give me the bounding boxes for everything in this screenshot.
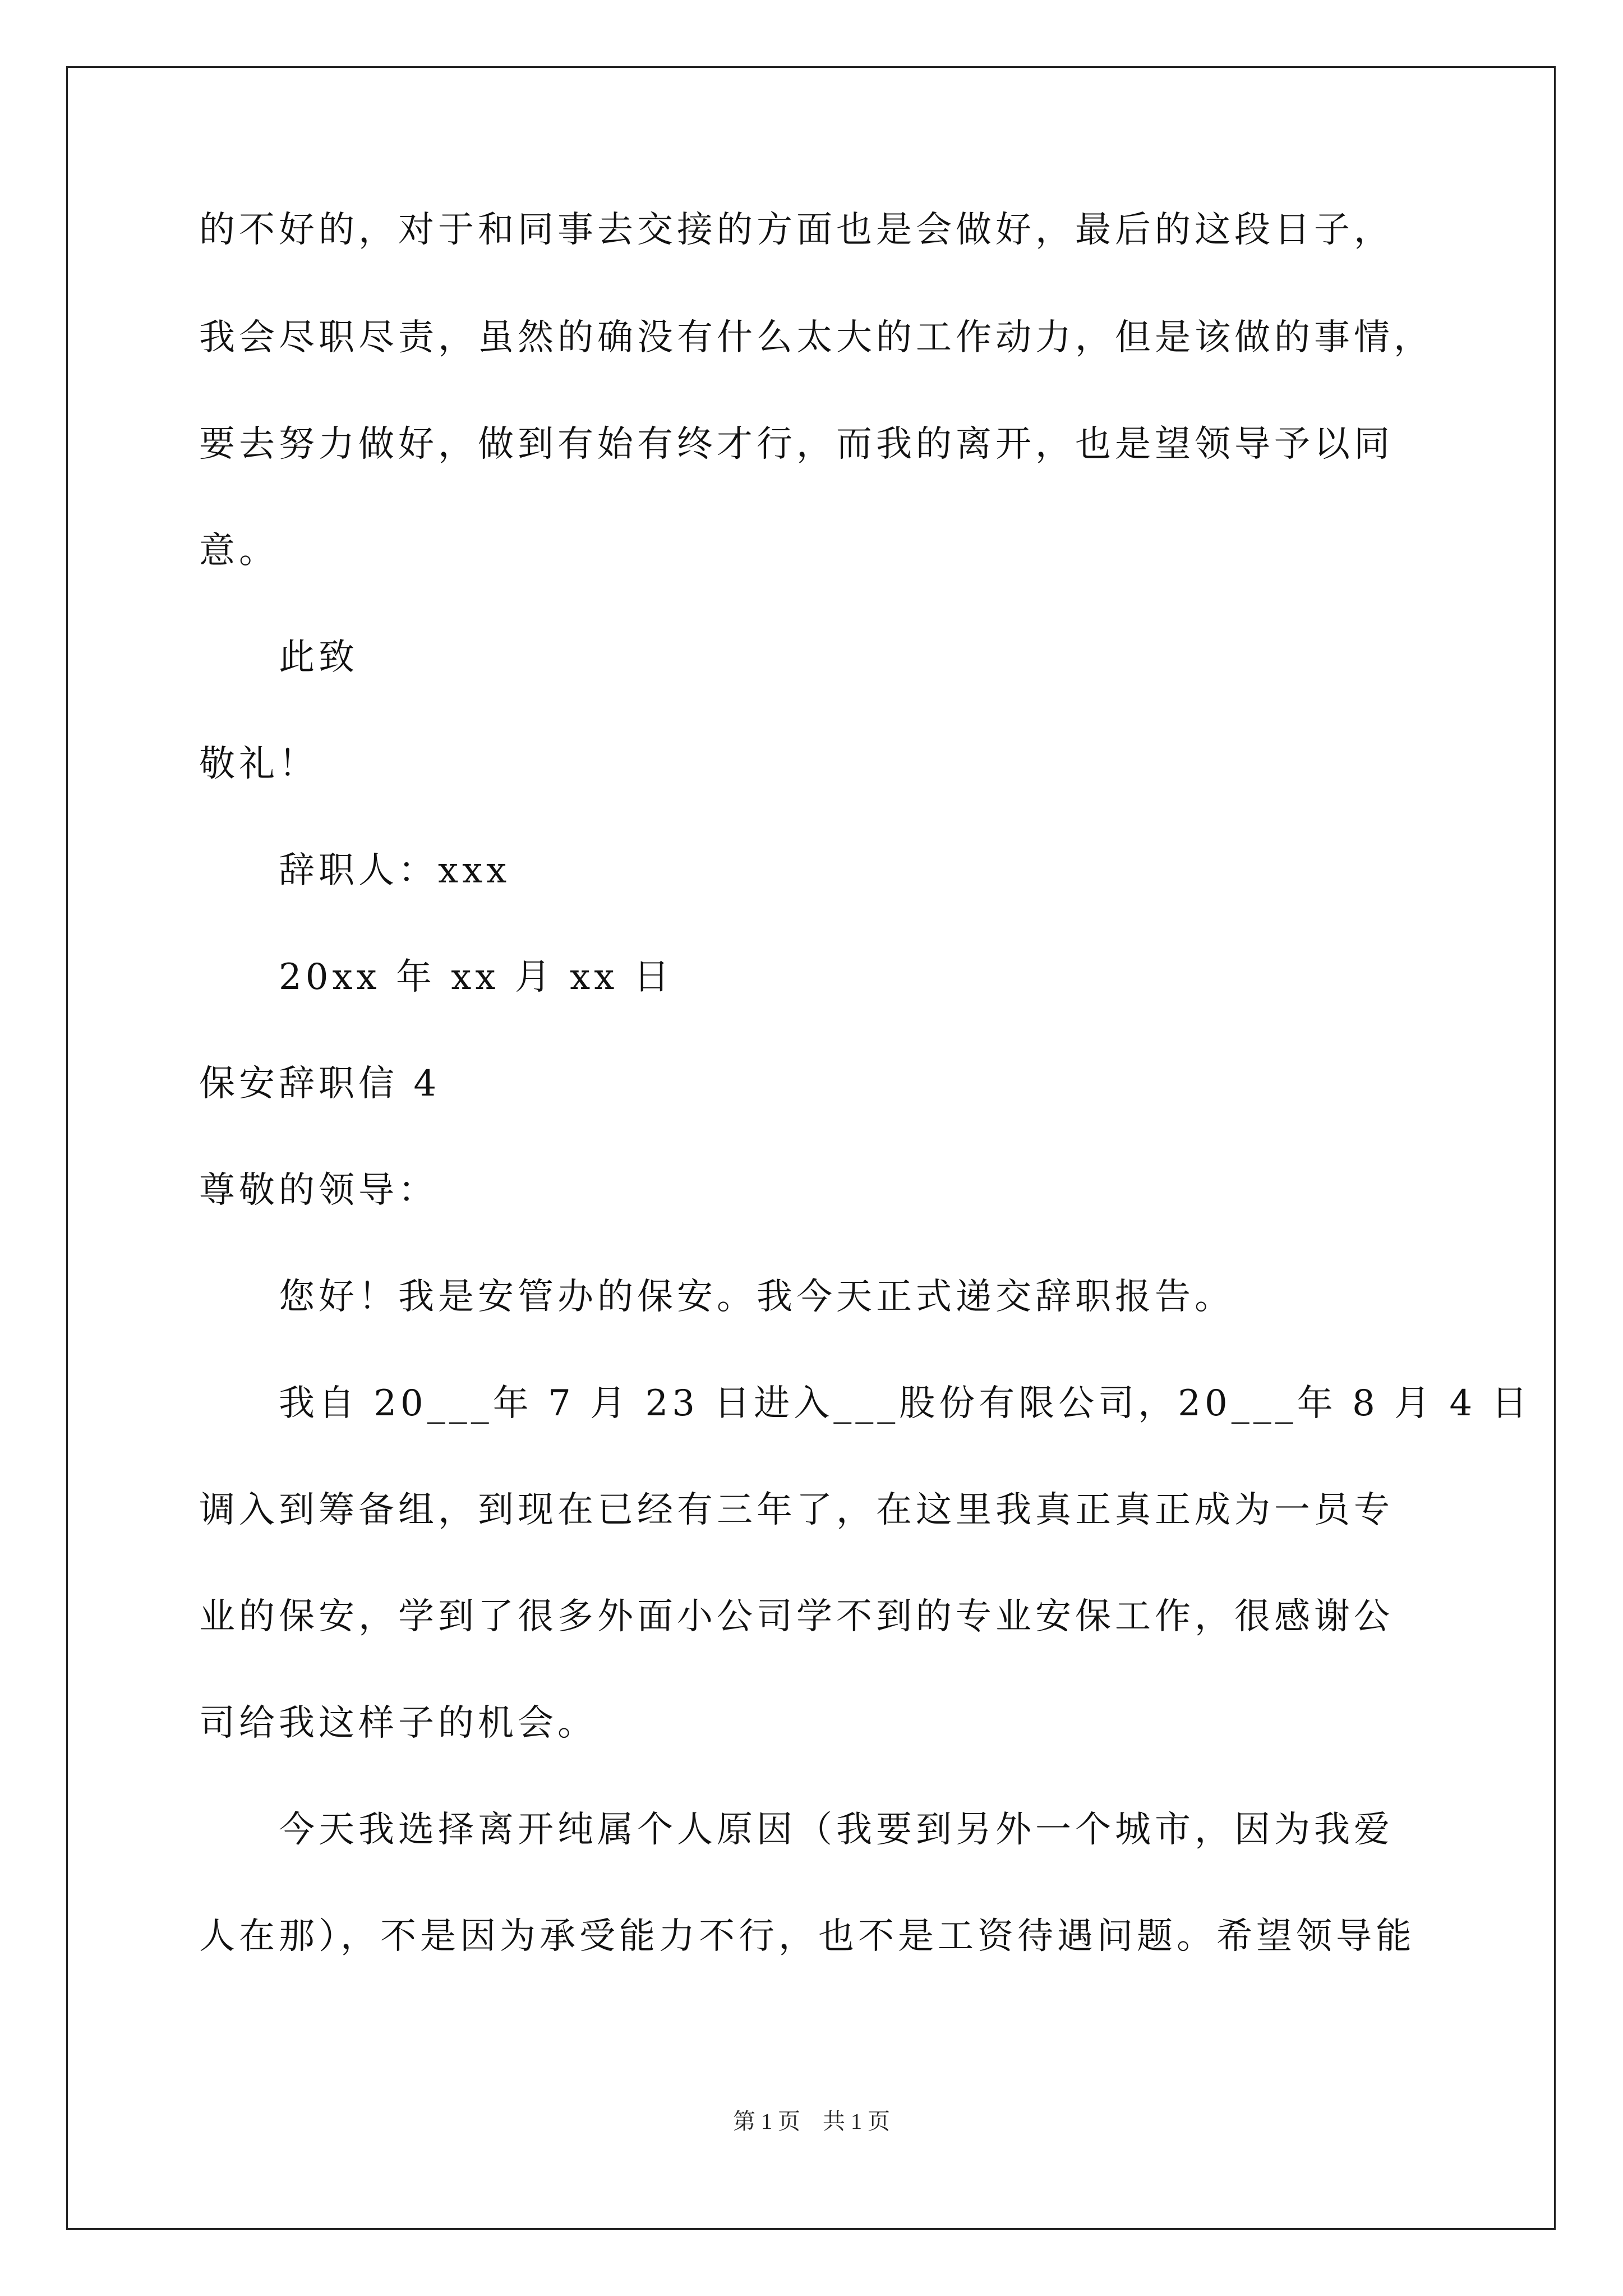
body-text-line: 我自 20___年 7 月 23 日进入___股份有限公司，20___年 8 月 4 日 [279, 1383, 1532, 1424]
body-text-line: 业的保安，学到了很多外面小公司学不到的专业安保工作，很感谢公 [199, 1596, 1394, 1637]
body-text-line: 我会尽职尽责，虽然的确没有什么太大的工作动力，但是该做的事情， [199, 317, 1433, 358]
page-border [66, 66, 1556, 2230]
page-number: 第 1 页 [733, 2109, 800, 2134]
body-text-line: 要去努力做好，做到有始有终才行，而我的离开，也是望领导予以同 [199, 424, 1394, 465]
body-text-line: 人在那），不是因为承受能力不行，也不是工资待遇问题。希望领导能 [199, 1916, 1415, 1957]
signature-line: 辞职人：xxx [279, 850, 511, 891]
total-pages: 共 1 页 [823, 2109, 890, 2134]
body-text-line: 的不好的，对于和同事去交接的方面也是会做好，最后的这段日子， [199, 209, 1394, 251]
closing-phrase: 此致 [279, 637, 358, 678]
body-text-line: 意。 [199, 530, 279, 572]
section-heading: 保安辞职信 4 [199, 1063, 441, 1105]
body-text-line: 司给我这样子的机会。 [199, 1703, 597, 1744]
salutation-closing: 敬礼！ [199, 743, 319, 785]
body-text-line: 调入到筹备组，到现在已经有三年了，在这里我真正真正成为一员专 [199, 1489, 1394, 1531]
date-line: 20xx 年 xx 月 xx 日 [279, 956, 674, 998]
body-text-line: 您好！我是安管办的保安。我今天正式递交辞职报告。 [279, 1276, 1234, 1318]
page-footer [0, 2110, 1623, 2133]
greeting: 尊敬的领导： [199, 1170, 438, 1211]
body-text-line: 今天我选择离开纯属个人原因（我要到另外一个城市，因为我爱 [279, 1809, 1394, 1851]
